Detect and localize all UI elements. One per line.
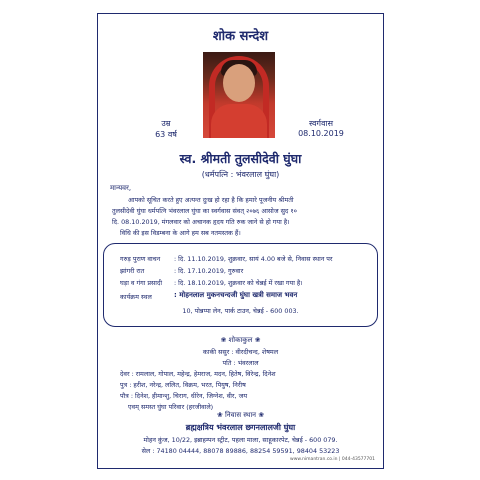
flower-icon: ❀ [254, 336, 261, 344]
deceased-photo [203, 52, 275, 138]
spouse-line: (धर्मपत्नि : भंवरलाल घुंघा) [201, 170, 280, 179]
death-date: 08.10.2019 [298, 129, 344, 138]
schedule-label: झांगरी रात [120, 267, 145, 275]
schedule-value: : दि. 18.10.2019, शुक्रवार को चेन्नई में रखा गया है। [174, 279, 303, 287]
residence-address: मोहन कुंज, 10/22, इब्राहम्पन स्ट्रीट, पहला माला, साहूकारपेट, चेन्नई - 600 079. [143, 436, 338, 444]
photo-body [211, 104, 267, 138]
residence-name: ब्रह्मक्षत्रिय भंवरलाल छगनलालजी घुंघा [185, 423, 296, 432]
mourner-line: पौत्र : दिनेश, हीमान्शु, चिराग, धीरेन, जिग्नेश, वीर, जय [120, 392, 248, 400]
age-block [136, 118, 196, 140]
schedule-label: गरुड़ पुराण वाचन [120, 255, 161, 263]
mourners-heading [98, 336, 383, 345]
death-block [286, 118, 356, 138]
venue-name: : मोहनलाल मुकनचन्दजी घुंघा खत्री समाज भवन [174, 291, 298, 299]
message-line: विधि की इस विडम्बना के आगे हम सब नतमस्तक हैं। [120, 229, 241, 237]
header-title: शोक सन्देश [212, 29, 269, 44]
residence-heading [98, 411, 383, 420]
schedule-value: : दि. 17.10.2019, गुरुवार [174, 267, 244, 275]
flower-icon: ❀ [216, 411, 223, 419]
mourner-line: पति : भंवरलाल [222, 359, 259, 367]
mourner-line: काकी ससुर : वीरदीचन्द, शेषमल [202, 348, 279, 356]
message-line: आपको सूचित करते हुए अत्यन्त दुःख हो रहा है कि हमारे पूजनीय श्रीमती [128, 196, 294, 204]
residence-phone: सेल : 74180 04444, 88078 89886, 88254 59591, 98404 53223 [141, 447, 340, 455]
death-label: स्वर्गवास [309, 119, 333, 128]
website-credit: www.nimantran.co.in | 044-43577701 [290, 457, 375, 462]
venue-address: 10, पोन्नप्पा लेन, पार्क टाउन, चेन्नई - 600 003. [182, 307, 299, 315]
mourner-line: देवर : रामलाल, गोपाल, महेन्द्र, हेमराज, मदन, हितेष, विरेन्द्र, दिनेश [120, 370, 276, 378]
salutation: मान्यवर, [110, 184, 132, 192]
age-label: उम्र [161, 119, 171, 128]
mourners-title: शोकाकुल [228, 336, 253, 344]
mourner-line: एवम् समस्त घुंघा परिवार (हरजीवाले) [128, 403, 214, 411]
venue-label: कार्यक्रम स्थल [120, 293, 152, 301]
message-line: तुलसीदेवी घुंघा धर्मपत्नि भंवरलाल घुंघा का स्वर्गवास संवत् २०७६ आसोज सुद १० [112, 207, 297, 215]
condolence-card [97, 13, 384, 469]
mourner-line: पुत्र : हरीश, नरेन्द्र, ललित, विक्रम, भरत, पियुष, निरीष [120, 381, 246, 389]
age-value: 63 वर्ष [155, 130, 177, 139]
residence-title: निवास स्थान [224, 411, 257, 419]
schedule-value: : दि. 11.10.2019, शुक्रवार, सायं 4.00 बजे से, निवास स्थान पर [174, 255, 333, 263]
flower-icon: ❀ [220, 336, 227, 344]
photo-face [223, 64, 255, 102]
deceased-name: स्व. श्रीमती तुलसीदेवी घुंघा [179, 151, 302, 166]
message-line: दि. 08.10.2019, मंगलवार को अचानक हृदय गति रुक जाने से हो गया है। [112, 218, 290, 226]
flower-icon: ❀ [258, 411, 265, 419]
schedule-label: घड़ा व गंगा प्रसादी [120, 279, 163, 287]
